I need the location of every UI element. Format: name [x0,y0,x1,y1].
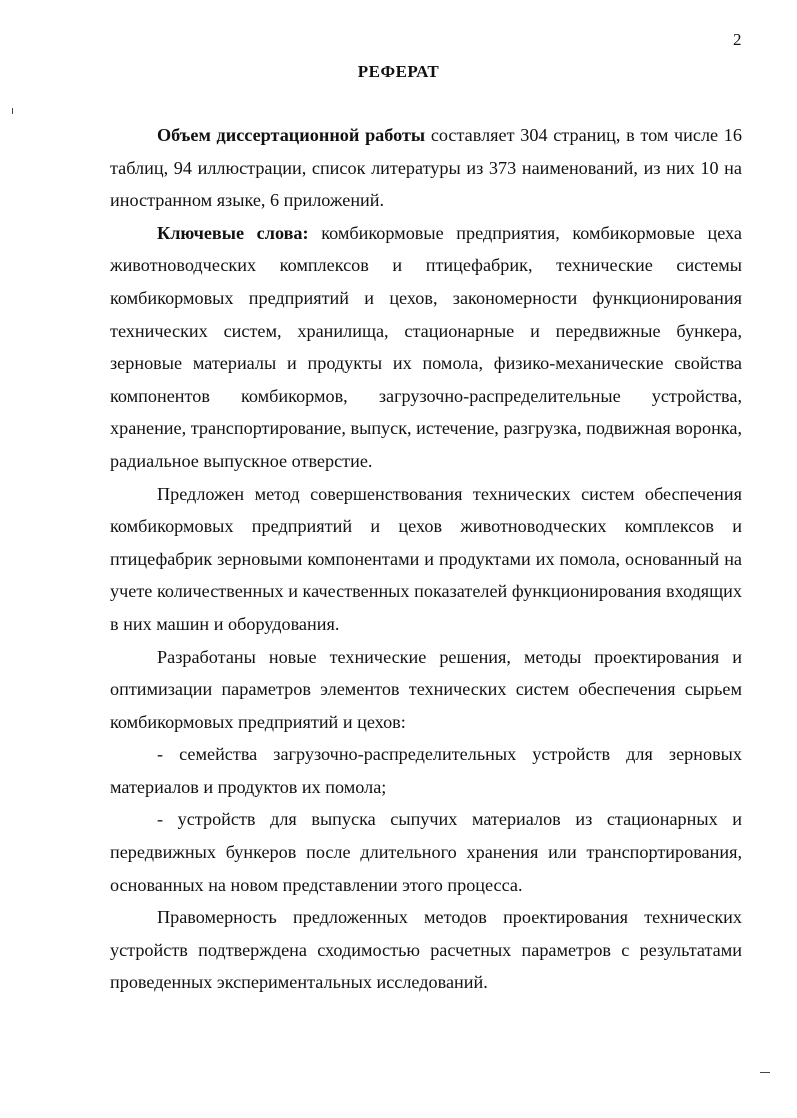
scan-artifact [12,108,13,114]
paragraph-volume-text: составляет 304 страниц, в том числе 16 таблиц, 94 иллюстрации, список литературы из 373 наименований, из них 10 на иностранном языке, 6 приложений. [110,125,742,211]
page-number: 2 [733,30,742,49]
paragraph-volume-lead: Объем диссертационной работы [157,125,426,145]
paragraph-keywords-text: комбикормовые предприятия, комбикормовые цеха животноводческих комплексов и птицефабрик, технические системы комбикормовых предприятий и цехов, закономерности функционирования технических систем, хранилища, стационарные и передвижные бункера, зерновые материалы и продукты их помола, физико-механические свойства компонентов комбикормов, загрузочно-распределительные устройства, хранение, транспортирование, выпуск, истечение, разгрузка, подвижная воронка, радиальное выпускное отверстие. [110,222,742,471]
list-item: - устройств для выпуска сыпучих материалов из стационарных и передвижных бункеров после длительного хранения или транспортирования, основанных на новом представлении этого процесса. [110,809,742,895]
paragraph-keywords [110,217,742,478]
paragraph-validity: Правомерность предложенных методов проектирования технических устройств подтверждена сходимостью расчетных параметров с результатами проведенных экспериментальных исследований. [110,907,742,993]
paragraph-keywords-lead: Ключевые слова: [157,222,309,243]
abstract-body [110,119,742,999]
page-title: РЕФЕРАТ [357,62,440,81]
list-item: - семейства загрузочно-распределительных устройств для зерновых материалов и продуктов их помола; [110,744,742,797]
paragraph-solutions: Разработаны новые технические решения, методы проектирования и оптимизации параметров элементов технических систем обеспечения сырьем комбикормовых предприятий и цехов: [110,646,742,732]
paragraph-volume [110,119,742,217]
scan-artifact [760,1072,770,1073]
paragraph-method: Предложен метод совершенствования технических систем обеспечения комбикормовых предприятий и цехов животноводческих комплексов и птицефабрик зерновыми компонентами и продуктами их помола, основанный на учете количественных и качественных показателей функционирования входящих в них машин и оборудования. [110,483,742,634]
